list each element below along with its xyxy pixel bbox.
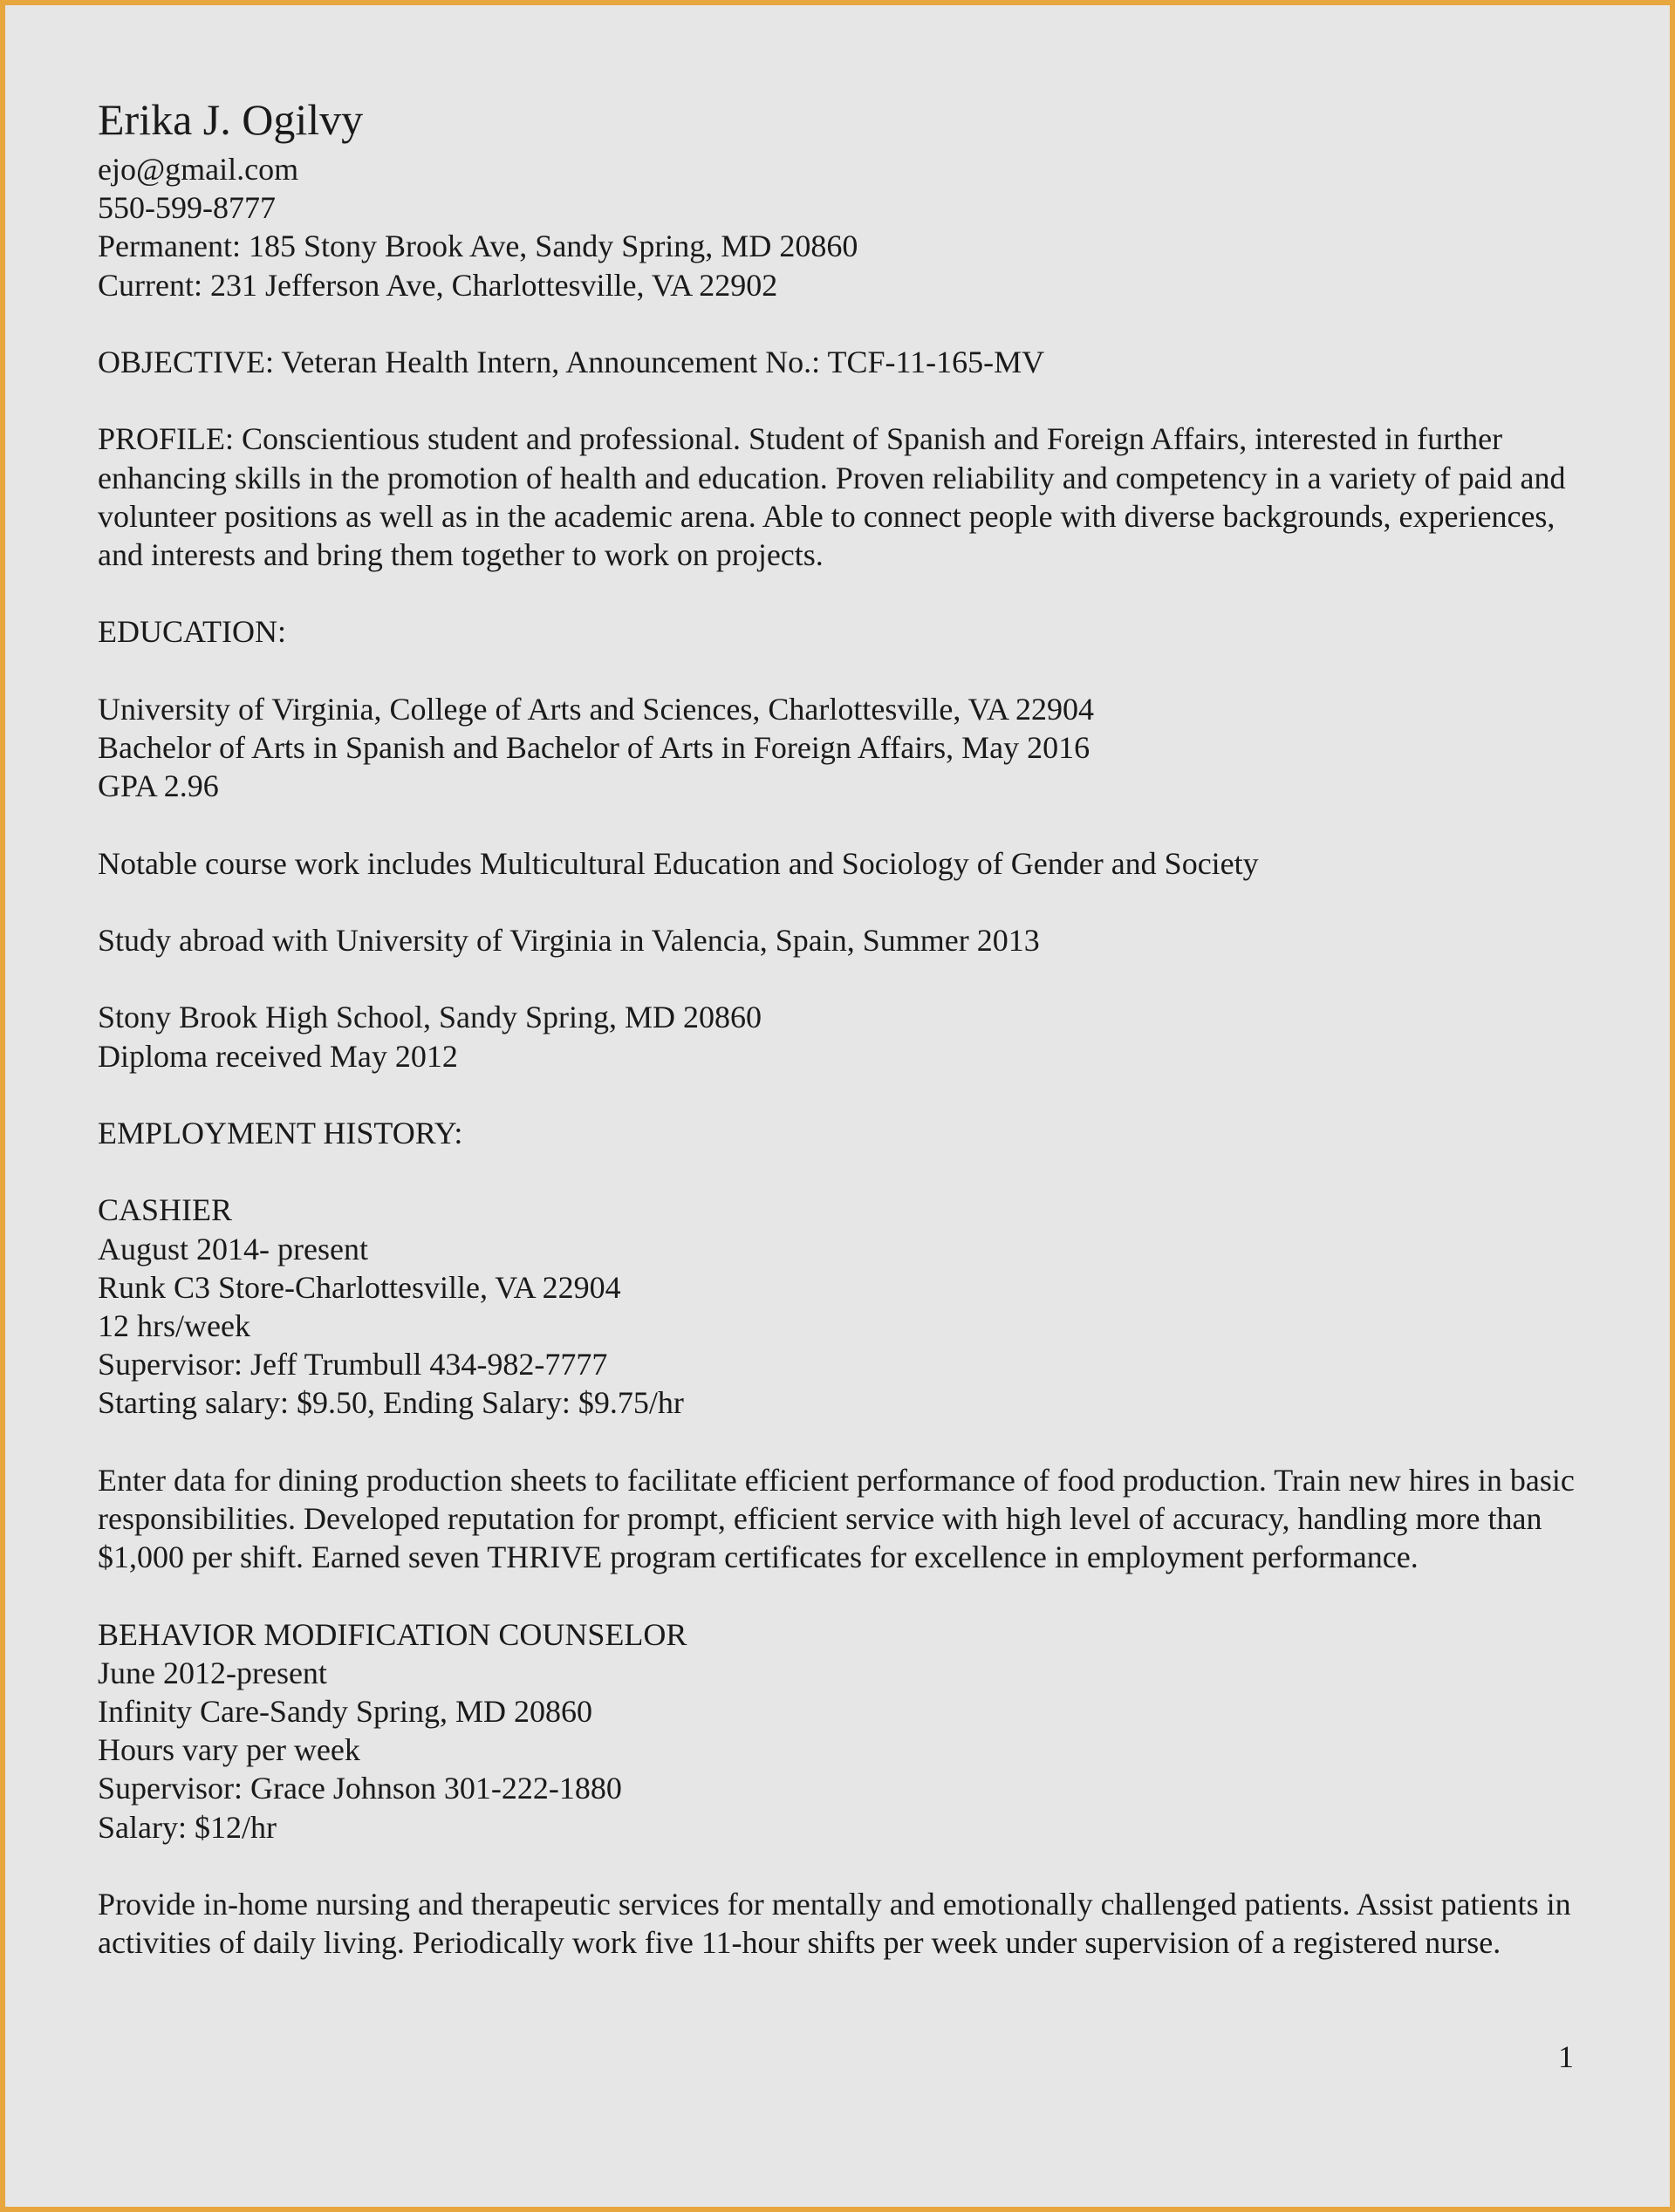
spacer bbox=[98, 1847, 1598, 1885]
spacer bbox=[98, 1075, 1598, 1114]
profile: PROFILE: Conscientious student and professional. Student of Spanish and Foreign Affairs, interested in further enhancing skills in the promotion of health and education. Proven reliability and competency in a variety of paid and volunteer positions as well as in the academic arena. Able to connect people with diverse backgrounds, experiences, and interests and bring them together to work on projects. bbox=[98, 421, 1566, 572]
spacer bbox=[98, 883, 1598, 921]
resume-content bbox=[98, 89, 1598, 1962]
job-supervisor: Supervisor: Grace Johnson 301-222-1880 bbox=[98, 1771, 622, 1806]
degree: Bachelor of Arts in Spanish and Bachelor of Arts in Foreign Affairs, May 2016 bbox=[98, 729, 1090, 765]
spacer bbox=[98, 1576, 1598, 1615]
job-supervisor: Supervisor: Jeff Trumbull 434-982-7777 bbox=[98, 1347, 608, 1382]
spacer bbox=[98, 652, 1598, 690]
gpa: GPA 2.96 bbox=[98, 768, 219, 804]
coursework: Notable course work includes Multicultural Education and Sociology of Gender and Society bbox=[98, 845, 1259, 881]
job-title: CASHIER bbox=[98, 1192, 233, 1228]
current-address: Current: 231 Jefferson Ave, Charlottesville, VA 22902 bbox=[98, 267, 778, 303]
high-school: Stony Brook High School, Sandy Spring, MD 20860 bbox=[98, 1000, 762, 1035]
job-description: Provide in-home nursing and therapeutic services for mentally and emotionally challenged patients. Assist patients in activities of daily living. Periodically work five 11-hour shifts per week under supervision of a registered nurse. bbox=[98, 1886, 1571, 1961]
job-dates: June 2012-present bbox=[98, 1655, 327, 1690]
study-abroad: Study abroad with University of Virginia in Valencia, Spain, Summer 2013 bbox=[98, 922, 1040, 958]
spacer bbox=[98, 304, 1598, 343]
employment-heading: EMPLOYMENT HISTORY: bbox=[98, 1115, 463, 1150]
diploma: Diploma received May 2012 bbox=[98, 1038, 458, 1074]
university: University of Virginia, College of Arts and Sciences, Charlottesville, VA 22904 bbox=[98, 691, 1095, 727]
education-heading: EDUCATION: bbox=[98, 614, 286, 650]
permanent-address: Permanent: 185 Stony Brook Ave, Sandy Spring, MD 20860 bbox=[98, 229, 858, 264]
page-number: 1 bbox=[1558, 2039, 1574, 2074]
job-hours: Hours vary per week bbox=[98, 1732, 360, 1768]
job-dates: August 2014- present bbox=[98, 1231, 368, 1266]
spacer bbox=[98, 805, 1598, 843]
spacer bbox=[98, 959, 1598, 998]
job-hours: 12 hrs/week bbox=[98, 1307, 250, 1343]
job-description: Enter data for dining production sheets to facilitate efficient performance of food production. Train new hires in basic responsibilities. Developed reputation for prompt, efficient service with high level of accuracy, handling more than $1,000 per shift. Earned seven THRIVE program certificates for excellence in employment performance. bbox=[98, 1462, 1575, 1575]
phone: 550-599-8777 bbox=[98, 190, 276, 226]
spacer bbox=[98, 1152, 1598, 1191]
job-employer: Runk C3 Store-Charlottesville, VA 22904 bbox=[98, 1269, 621, 1305]
job-title: BEHAVIOR MODIFICATION COUNSELOR bbox=[98, 1616, 687, 1652]
job-employer: Infinity Care-Sandy Spring, MD 20860 bbox=[98, 1693, 592, 1729]
objective: OBJECTIVE: Veteran Health Intern, Announcement No.: TCF-11-165-MV bbox=[98, 345, 1045, 379]
job-salary: Salary: $12/hr bbox=[98, 1809, 277, 1845]
candidate-name: Erika J. Ogilvy bbox=[98, 95, 364, 144]
spacer bbox=[98, 1423, 1598, 1461]
spacer bbox=[98, 381, 1598, 420]
job-salary: Starting salary: $9.50, Ending Salary: $9.75/hr bbox=[98, 1385, 684, 1421]
spacer bbox=[98, 574, 1598, 612]
email: ejo@gmail.com bbox=[98, 152, 299, 187]
